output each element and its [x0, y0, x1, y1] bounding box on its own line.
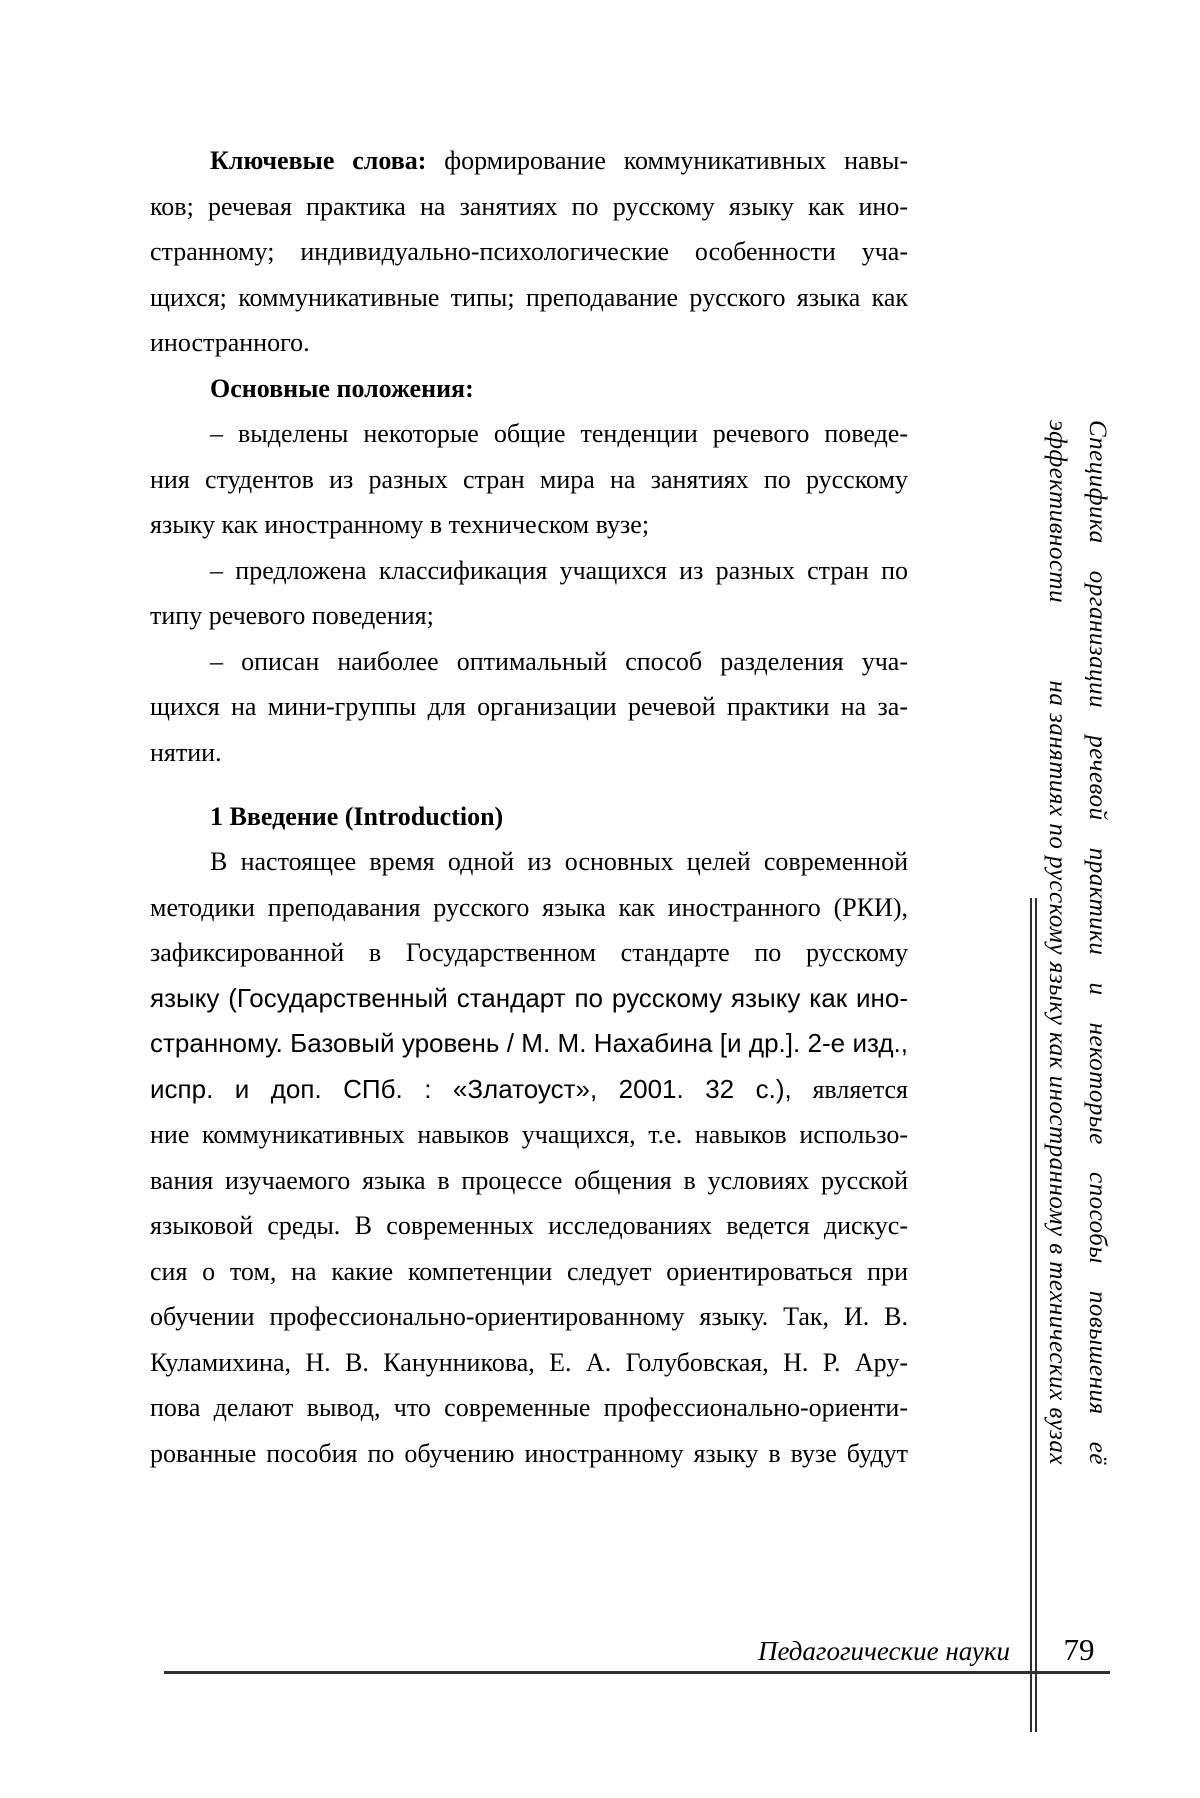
text-line — [150, 1431, 908, 1477]
text-segment: зафиксированной в Государственном стандарте по русскому — [150, 938, 908, 967]
text-segment: является — [812, 1074, 908, 1104]
vertical-running-title — [1037, 420, 1117, 1465]
vertical-double-rule — [1030, 898, 1037, 1732]
bold-text-segment: Ключевые слова: — [210, 146, 427, 175]
text-line — [150, 930, 908, 976]
page-number: 79 — [1063, 1632, 1095, 1667]
text-line — [150, 1067, 908, 1113]
text-line — [150, 794, 908, 840]
text-line — [150, 639, 908, 685]
text-segment: щихся; коммуникативные типы; преподавание русского языка как — [150, 282, 908, 312]
text-line — [150, 1021, 908, 1067]
text-segment: вания изучаемого языка в процессе общения в условиях русской — [150, 1165, 908, 1195]
text-segment: В настоящее время одной из основных целей современной — [210, 847, 908, 876]
text-line — [150, 320, 908, 366]
bold-text-segment: 1 Введение (Introduction) — [210, 801, 504, 831]
text-segment: Куламихина, Н. В. Канунникова, Е. А. Голубовская, Н. Р. Ару- — [150, 1347, 908, 1377]
bold-text-segment: Основные положения: — [210, 373, 474, 403]
text-line — [150, 411, 908, 457]
text-segment: – выделены некоторые общие тенденции речевого поведе- — [210, 419, 908, 448]
text-segment: языковой среды. В современных исследованиях ведется дискус- — [150, 1211, 908, 1240]
text-segment: обучении профессионально-ориентированному языку. Так, И. В. — [150, 1302, 908, 1331]
text-segment: ния студентов из разных стран мира на занятиях по русскому — [150, 464, 908, 494]
text-segment: щихся на мини-группы для организации речевой практики на за- — [150, 692, 908, 721]
text-segment: – предложена классификация учащихся из разных стран по — [210, 555, 908, 585]
text-line — [150, 976, 908, 1022]
footer-section-label: Педагогические науки — [757, 1636, 1010, 1666]
sans-text-segment: странному. Базовый уровень / М. М. Нахабина [и др.]. 2-е изд., — [150, 1028, 908, 1058]
text-line — [150, 366, 908, 412]
text-line — [150, 593, 908, 639]
text-line — [150, 1340, 908, 1386]
footer-rule — [164, 1671, 1110, 1674]
text-segment: сия о том, на какие компетенции следует ориентироваться при — [150, 1256, 908, 1286]
text-segment: методики преподавания русского языка как иностранного (РКИ), — [150, 892, 908, 922]
text-line — [150, 839, 908, 885]
sans-text-segment: испр. и доп. СПб. : «Златоуст», 2001. 32 с.), — [150, 1073, 792, 1104]
text-line — [150, 730, 908, 776]
text-segment: нятии. — [150, 737, 222, 767]
running-title-line-2: на занятиях по русскому языку как иностранному в технических вузах — [1044, 680, 1071, 1465]
text-line — [150, 1294, 908, 1340]
text-segment: рованные пособия по обучению иностранному языку в вузе будут — [150, 1438, 908, 1468]
text-segment: пова делают вывод, что современные профессионально-ориенти- — [150, 1393, 908, 1422]
text-segment: типу речевого поведения; — [150, 601, 434, 630]
text-line — [150, 457, 908, 503]
text-segment: странному; индивидуально-психологические особенности уча- — [150, 237, 908, 266]
text-line — [150, 275, 908, 321]
text-line — [150, 138, 908, 184]
text-line — [150, 1385, 908, 1431]
text-line — [150, 1158, 908, 1204]
text-segment: языку как иностранному в техническом вузе; — [150, 510, 650, 539]
text-line — [150, 1203, 908, 1249]
text-segment: формирование коммуникативных навы- — [426, 146, 908, 175]
sans-text-segment: языку (Государственный стандарт по русскому языку как ино- — [150, 982, 908, 1013]
text-segment: ние коммуникативных навыков учащихся, т.е. навыков использо- — [150, 1120, 908, 1149]
text-line — [150, 885, 908, 931]
text-line — [150, 502, 908, 548]
text-line — [150, 229, 908, 275]
text-line — [150, 684, 908, 730]
text-line — [150, 1112, 908, 1158]
text-line — [150, 184, 908, 230]
running-title-line-1: Специфика организации речевой практики и некоторые способы повышения её эффективности — [1044, 420, 1111, 1465]
text-column — [150, 138, 908, 1476]
text-segment: иностранного. — [150, 328, 310, 357]
text-segment: ков; речевая практика на занятиях по русскому языку как ино- — [150, 191, 908, 221]
text-line — [150, 1249, 908, 1295]
text-line — [150, 548, 908, 594]
text-segment: – описан наиболее оптимальный способ разделения уча- — [210, 646, 908, 676]
